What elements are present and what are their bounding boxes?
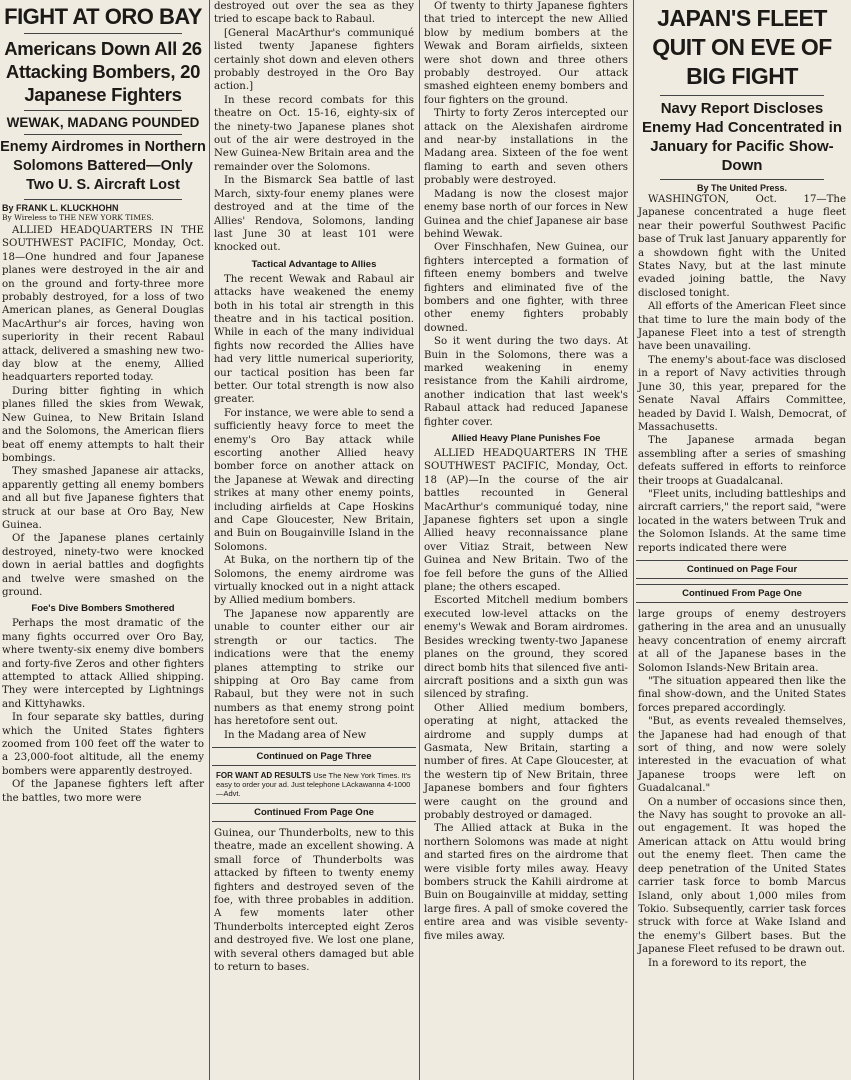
paragraph: Thirty to forty Zeros intercepted our attack on the Alexishafen airdrome and near-by installations in the Madang area. Sixteen of the foe went flaming to earth and seven others probably were destroyed.: [424, 108, 628, 187]
paragraph: In a foreword to its report, the: [648, 957, 807, 969]
paragraph: Other Allied medium bombers, operating at night, attacked the airdrome and supply dumps at Gasmata, New Britain, starting a number of fires. At Cape Gloucester, at the western tip of New Britain, three Japanese bombers and four fighters were caught on the ground and probably destroyed or damaged.: [424, 702, 628, 821]
paragraph: The Japanese now apparently are unable to counter either our air strength or our tactics. The indications were that the enemy planes attempting to strike our shipping at Oro Bay came from Rabaul, but they were not in such numbers as that enemy strong point has heretofore sent out.: [214, 608, 414, 728]
byline: By FRANK L. KLUCKHOHN: [2, 203, 119, 213]
deck-navy-report: Navy Report Discloses Enemy Had Concentrated in January for Pacific Show-Down: [641, 100, 843, 174]
paragraph: large groups of enemy destroyers gathering in the area and an unusually heavy concentration of enemy aircraft at all of the Japanese bases in the Solomon Islands-New Britain area.: [638, 608, 846, 674]
wire-credit: By Wireless to THE NEW YORK TIMES.: [2, 213, 154, 222]
paragraph: Escorted Mitchell medium bombers executed low-level attacks on the enemy's Wewak and Boram airdromes. Besides wrecking twenty-two Japanese planes on the ground, they scored direct bomb hits that silenced five anti-aircraft positions and a sixth gun was silenced by strafing.: [424, 595, 628, 701]
paragraph: The enemy's about-face was disclosed in a report of Navy activities through June 30, this year, prepared for the Senate Naval Affairs Committee, headed by David I. Walsh, Democrat, of Massachusetts.: [638, 354, 846, 433]
divider: [24, 33, 182, 34]
divider: [24, 134, 182, 135]
subhead: Tactical Advantage to Allies: [251, 258, 377, 270]
want-ad-notice: [216, 771, 412, 798]
paragraph: On a number of occasions since then, the Navy has sought to provoke an all-out engagement. It was hoped the American attack on Attu would bring out the enemy fleet. Then came the deep penetration of the United States carrier task force to bomb Marcus Island, only about 1,000 miles from Tokio. Subsequently, carrier task forces struck with force at Wake Island and the enemy's Gilbert bases. But the Japanese Fleet refused to be drawn out.: [638, 796, 846, 956]
column-rule: [209, 0, 210, 1080]
column-4-article: [636, 0, 848, 1080]
paragraph: They smashed Japanese air attacks, apparently getting all enemy bombers and all but five Japanese fighters that struck at our base at Oro Bay, New Guinea.: [2, 466, 204, 531]
paragraph: Of twenty to thirty Japanese fighters that tried to intercept the new Allied blow by medium bombers at the Wewak and Boram airfields, sixteen were shot down and three others probably destroyed. Our attack smashed eighteen enemy bombers and four fighters on the ground.: [424, 1, 628, 106]
byline: By The United Press.: [696, 183, 788, 193]
ad-text: Use The New York Times. It's easy to order your ad. Just telephone LAckawanna 4-1000—Advt.: [216, 770, 411, 798]
ad-heading: FOR WANT AD RESULTS: [216, 770, 312, 780]
paragraph: Guinea, our Thunderbolts, new to this theatre, made an excellent showing. A small force of Thunderbolts was attacked by fifteen to twenty enemy fighters and destroyed seven of the foe, with three probables in addition. A few moments later other Thunderbolts intercepted eight Zeros and destroyed five. We lost one plane, with several others damaged but able to return to bases.: [214, 827, 414, 973]
column-rule: [419, 0, 420, 1080]
paragraph: Madang is now the closest major enemy base north of our forces in New Guinea and the chief Japanese air base behind Wewak.: [424, 188, 628, 240]
paragraph: In the Bismarck Sea battle of last March, sixty-four enemy planes were destroyed and at the time of the Allies' Rendova, Solomons, landing last June 30 at least 101 were knocked out.: [214, 175, 414, 254]
continued-on-page-four: Continued on Page Four: [636, 560, 848, 579]
paragraph: In these record combats for this theatre on Oct. 15-16, eighty-six of the ninety-two Japanese planes shot out of the air were destroyed in the New Guinea-New Britain area and the remainder over the Solomons.: [214, 94, 414, 173]
paragraph: In four separate sky battles, during which the United States fighters zoomed from 100 feet off the water to a 23,000-foot altitude, all the enemy bombers were apparently destroyed.: [2, 712, 204, 777]
divider: [660, 179, 824, 180]
paragraph: At Buka, on the northern tip of the Solomons, the enemy airdrome was virtually knocked out in a night attack by Allied medium bombers.: [214, 555, 414, 607]
subhead: Foe's Dive Bombers Smothered: [31, 603, 175, 615]
paragraph: Of the Japanese fighters left after the battles, two more were: [2, 779, 204, 804]
paragraph: "But, as events revealed themselves, the Japanese had had enough of that sort of thing, and now were solely interested in the evacuation of what Japanese troops were left on Guadalcanal.": [638, 716, 846, 795]
headline-fight-at-oro-bay: FIGHT AT ORO BAY: [4, 4, 202, 29]
paragraph: ALLIED HEADQUARTERS IN THE SOUTHWEST PACIFIC, Monday, Oct. 18 (AP)—In the course of the air battles recounted in General MacArthur's communiqué today, nine Japanese fighters set upon a single Allied heavy reconnaissance plane over Vitiaz Strait, between New Guinea and New Britain. Two of the foe fell before the guns of the Allied plane; the others escaped.: [424, 448, 628, 594]
paragraph: ALLIED HEADQUARTERS IN THE SOUTHWEST PACIFIC, Monday, Oct. 18—One hundred and four Japanese planes were destroyed in the air and on the ground and forty-three more probably destroyed, for a loss of two American planes, as General Douglas MacArthur's air forces, having won superiority in their recent Rabaul attack, delivered a smashing new two-day blow at the enemy, Allied headquarters reported today.: [2, 225, 204, 384]
headline-japans-fleet-quit: JAPAN'S FLEET QUIT ON EVE OF BIG FIGHT: [652, 5, 832, 89]
paragraph: The Japanese armada began assembling after a series of smashing defeats suffered in efforts to reinforce their troops at Guadalcanal.: [638, 435, 846, 487]
continued-on-page-three: Continued on Page Three: [212, 747, 416, 766]
paragraph: During bitter fighting in which planes filled the skies from Wewak, New Guinea, to New Britain Island and the Solomons, the American fliers beat off enemy attempts to halt their bombings.: [2, 385, 204, 464]
paragraph: For instance, we were able to send a sufficiently heavy force to meet the enemy's Oro Bay attack while escorting another Allied heavy bomber force on another attack on the Japanese at Wewak and directing strikes at many other enemy points, including airfields at Cape Hoskins and Cape Gloucester, New Britain, and Buin on Bougainville Island in the Solomons.: [214, 407, 414, 553]
paragraph: Of the Japanese planes certainly destroyed, ninety-two were knocked down in aerial battles and dogfights and twelve were smashed on the ground.: [2, 533, 204, 598]
paragraph: "The situation appeared then like the final show-down, and the United States forces prepared accordingly.: [638, 676, 846, 714]
continued-from-page-one: Continued From Page One: [636, 584, 848, 603]
divider: [24, 199, 182, 200]
paragraph: The recent Wewak and Rabaul air attacks have weakened the enemy both in his total air strength in this theatre and in his tactical position. While in each of the many individual fights now recorded the Allies have had very little numerical superiority, our tactical position has been far better. Our total strength is now also greater.: [214, 273, 414, 406]
paragraph: destroyed out over the sea as they tried to escape back to Rabaul.: [214, 1, 414, 26]
column-2-article: [212, 0, 416, 1080]
column-3-article: [422, 0, 630, 1080]
column-1-article: [0, 0, 206, 1080]
divider: [24, 110, 182, 111]
paragraph: "Fleet units, including battleships and aircraft carriers," the report said, "were located in the waters between Truk and the Solomon Islands. At the same time reports indicated there were: [638, 488, 846, 554]
paragraph: The Allied attack at Buka in the northern Solomons was made at night and started fires on the airdrome that were visible forty miles away. Heavy bombers struck the Kahili airdrome at Buin on Bougainville at midday, setting large fires. A pall of smoke covered the entire area and was visible seventy-five miles away.: [424, 823, 628, 942]
continued-from-page-one: Continued From Page One: [212, 803, 416, 822]
paragraph: All efforts of the American Fleet since that time to lure the main body of the Japanese Fleet into a test of strength have been unavailing.: [638, 301, 846, 353]
deck-americans-down: Americans Down All 26 Attacking Bombers, 20 Japanese Fighters: [4, 38, 202, 105]
paragraph: So it went during the two days. At Buin in the Solomons, there was a marked weakening in enemy resistance from the Kahili airdrome, another indication that last week's Rabaul attack had reduced Japanese fighter cover.: [424, 336, 628, 428]
paragraph: [General MacArthur's communiqué listed twenty Japanese fighters certainly shot down and eleven others probably destroyed in the Oro Bay action.]: [214, 27, 414, 93]
paragraph: In the Madang area of New: [224, 729, 367, 741]
deck-wewak-madang: WEWAK, MADANG POUNDED: [6, 115, 200, 130]
deck-enemy-airdromes: Enemy Airdromes in Northern Solomons Battered—Only Two U. S. Aircraft Lost: [0, 139, 206, 193]
subhead: Allied Heavy Plane Punishes Foe: [451, 433, 601, 444]
column-rule: [633, 0, 634, 1080]
divider: [660, 95, 824, 96]
paragraph: Perhaps the most dramatic of the many fights occurred over Oro Bay, where twenty-six enemy dive bombers and forty-five Zeros and other fighters attempted to attack Allied shipping. They were intercepted by Lightnings and Kittyhawks.: [2, 618, 204, 710]
paragraph: WASHINGTON, Oct. 17—The Japanese concentrated a huge fleet near their powerful Southwest Pacific base of Truk last January apparently for a showdown fight with the United States Navy, but at the last minute evaded joining battle, the Navy disclosed tonight.: [638, 194, 846, 299]
paragraph: Over Finschhafen, New Guinea, our fighters intercepted a formation of fifteen enemy bombers and twelve fighters and eliminated five of the bombers and one fighter, with three other enemy fighters probably downed.: [424, 242, 628, 334]
